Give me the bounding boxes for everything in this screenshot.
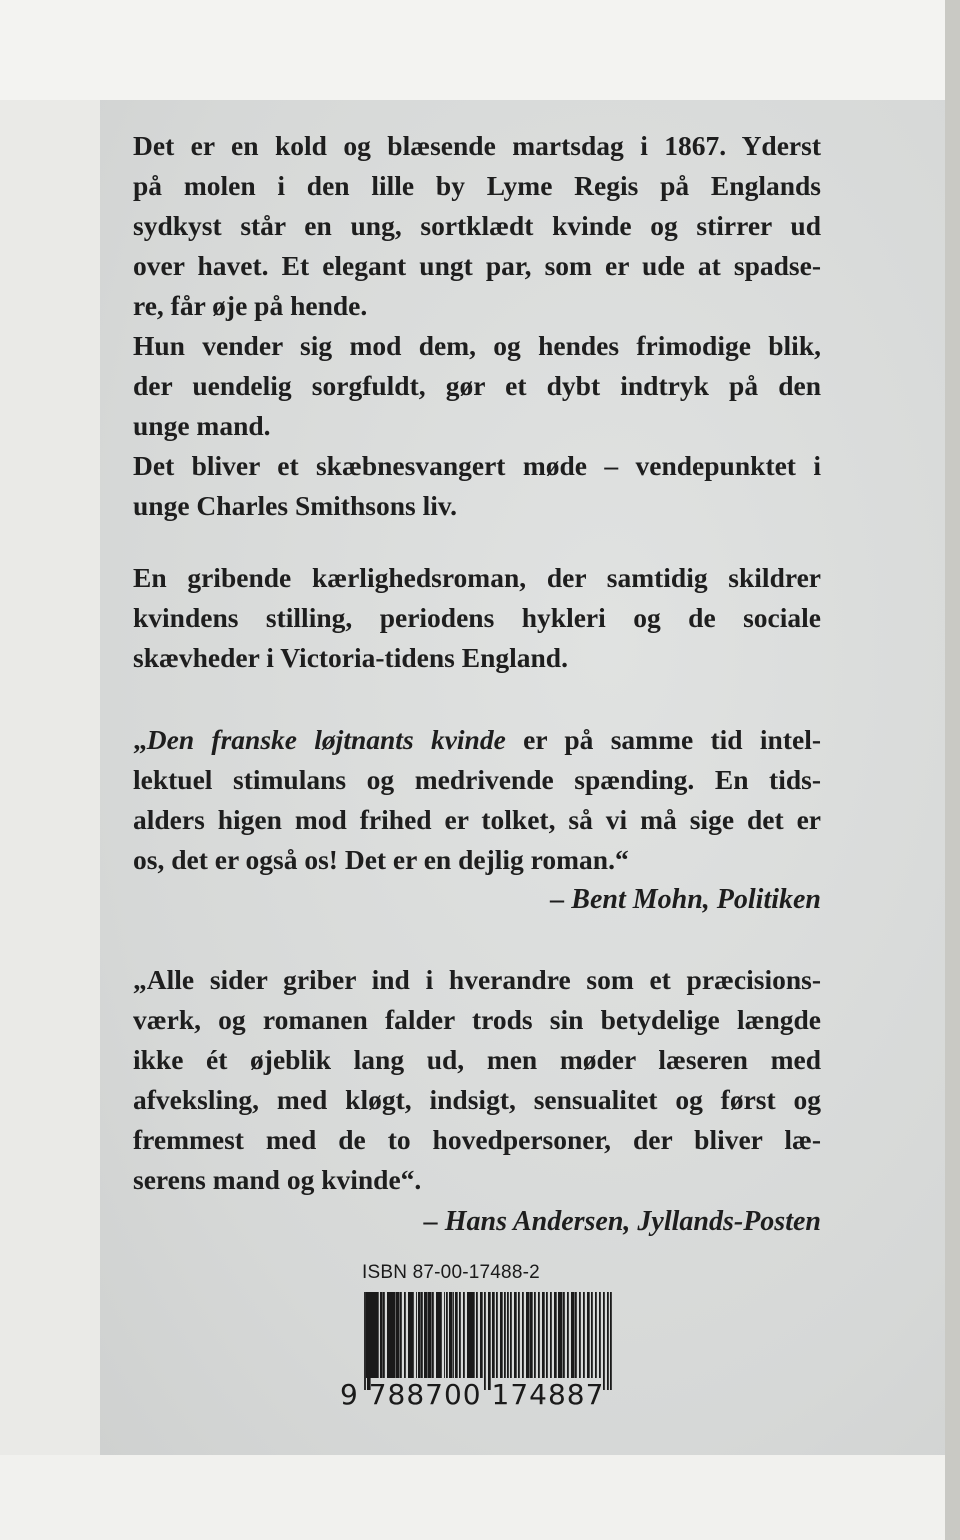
text-line: Det bliver et skæbnesvangert møde – vendepunktet i [133, 450, 821, 481]
barcode-bar [400, 1292, 402, 1378]
barcode-bar [526, 1292, 530, 1378]
barcode-bar [542, 1292, 545, 1378]
barcode-bar [380, 1292, 383, 1378]
barcode-bar [416, 1292, 417, 1378]
text-line: alders higen mod frihed er tolket, så vi må sige det er [133, 804, 821, 835]
blurb-paragraph-2 [133, 558, 821, 678]
barcode [362, 1292, 612, 1390]
barcode-bar [571, 1292, 575, 1378]
review-quote-2 [133, 960, 821, 1242]
barcode-bar [507, 1292, 509, 1378]
text-line: serens mand og kvinde“. [133, 1164, 422, 1195]
isbn-label: ISBN 87-00-17488-2 [362, 1262, 540, 1283]
barcode-bar [610, 1292, 612, 1390]
text-line: over havet. Et elegant ungt par, som er ude at spadse- [133, 250, 821, 281]
barcode-bar [534, 1292, 536, 1378]
text-line: Det er en kold og blæsende martsdag i 1867. Yderst [133, 130, 821, 161]
text-line: unge Charles Smithsons liv. [133, 490, 457, 521]
barcode-bar [459, 1292, 461, 1378]
text-line: „Alle sider griber ind i hverandre som et præcisions- [133, 964, 821, 995]
barcode-bar [424, 1292, 428, 1378]
barcode-bar [476, 1292, 478, 1378]
barcode-bar [603, 1292, 605, 1390]
barcode-bar [587, 1292, 590, 1378]
text-line: En gribende kærlighedsroman, der samtidig skildrer [133, 562, 821, 593]
barcode-bar [472, 1292, 475, 1378]
barcode-bar [453, 1292, 454, 1378]
text-line: unge mand. [133, 410, 271, 441]
barcode-bar [446, 1292, 448, 1378]
barcode-bar [392, 1292, 396, 1378]
barcode-bar [530, 1292, 533, 1378]
text-fragment: er på samme tid intel- [505, 724, 821, 755]
barcode-bar [500, 1292, 503, 1378]
barcode-bar [463, 1292, 465, 1378]
barcode-bar [579, 1292, 581, 1378]
barcode-bar [440, 1292, 442, 1378]
barcode-bar [554, 1292, 557, 1378]
barcode-bar [436, 1292, 441, 1378]
cover-left-margin [0, 100, 101, 1455]
barcode-bar [488, 1292, 491, 1390]
book-title: Den franske løjtnants kvinde [146, 724, 506, 755]
barcode-bar [455, 1292, 458, 1378]
barcode-bar [444, 1292, 445, 1378]
text-line [133, 720, 821, 760]
barcode-bar [484, 1292, 486, 1390]
background-surface [945, 0, 960, 1540]
text-line: kvindens stilling, periodens hykleri og de sociale [133, 602, 821, 633]
cover-top-margin [0, 0, 960, 100]
barcode-bar [428, 1292, 432, 1378]
barcode-bar [412, 1292, 414, 1378]
text-line: lektuel stimulans og medrivende spænding. En tids- [133, 764, 821, 795]
barcode-bar [496, 1292, 498, 1378]
barcode-bar [365, 1292, 366, 1390]
text-line: på molen i den lille by Lyme Regis på Englands [133, 170, 821, 201]
barcode-bar [599, 1292, 601, 1378]
text-line: ikke ét øjeblik lang ud, men møder læseren med [133, 1044, 821, 1075]
blurb-paragraph-1 [133, 126, 821, 526]
review-quote-1 [133, 720, 821, 920]
barcode-bar [364, 1292, 365, 1390]
barcode-bar [514, 1292, 517, 1378]
barcode-bar [522, 1292, 524, 1378]
barcode-bar [449, 1292, 453, 1378]
text-line: re, får øje på hende. [133, 290, 368, 321]
barcode-bar [563, 1292, 565, 1378]
text-line: Hun vender sig mod dem, og hendes frimodige blik, [133, 330, 821, 361]
barcode-bar [492, 1292, 495, 1378]
text-line: værk, og romanen falder trods sin betydelige længde [133, 1004, 821, 1035]
barcode-digits: 9 788700 174887 [340, 1378, 605, 1411]
text-line: fremmest med de to hovedpersoner, der bliver læ- [133, 1124, 821, 1155]
barcode-bar [575, 1292, 577, 1378]
barcode-bar [432, 1292, 434, 1378]
barcode-bar [504, 1292, 506, 1378]
text-line: afveksling, med kløgt, indsigt, sensualitet og først og [133, 1084, 821, 1115]
barcode-bar [480, 1292, 483, 1378]
barcode-bar [421, 1292, 423, 1378]
barcode-bar [510, 1292, 512, 1378]
cover-bottom-margin [0, 1455, 960, 1540]
barcode-bar [404, 1292, 406, 1378]
barcode-bar [418, 1292, 421, 1378]
quote-attribution: – Hans Andersen, Jyllands-Posten [423, 1206, 821, 1237]
barcode-bar [387, 1292, 392, 1378]
barcode-bar [546, 1292, 548, 1378]
barcode-bar [467, 1292, 472, 1378]
barcode-bar [591, 1292, 593, 1378]
barcode-bar [383, 1292, 385, 1378]
barcode-bar [607, 1292, 609, 1390]
quote-open-mark: „ [133, 724, 147, 755]
barcode-bar [367, 1292, 371, 1390]
barcode-bar [567, 1292, 569, 1378]
barcode-bar [550, 1292, 552, 1378]
text-line: der uendelig sorgfuldt, gør et dybt indtryk på den [133, 370, 821, 401]
barcode-bar [558, 1292, 563, 1378]
quote-attribution: – Bent Mohn, Politiken [550, 884, 821, 915]
text-line: skævheder i Victoria-tidens England. [133, 642, 568, 673]
text-line: os, det er også os! Det er en dejlig roman.“ [133, 844, 629, 875]
barcode-bar [538, 1292, 540, 1378]
barcode-bar [373, 1292, 376, 1378]
text-line: sydkyst står en ung, sortklædt kvinde og stirrer ud [133, 210, 821, 241]
barcode-bar [583, 1292, 585, 1378]
barcode-bar [376, 1292, 379, 1378]
barcode-bar [396, 1292, 400, 1378]
barcode-bar [518, 1292, 520, 1378]
barcode-bar [595, 1292, 597, 1378]
